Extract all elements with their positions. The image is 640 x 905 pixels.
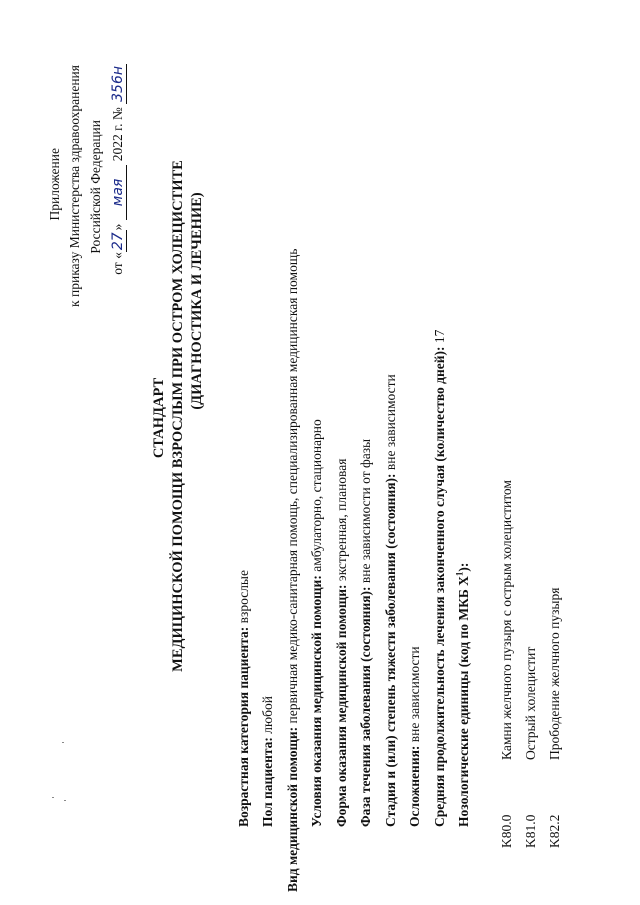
field-care-type: Вид медицинской помощи: первичная медико-санитарная помощь, специализированная медицинская помощь (285, 248, 300, 892)
field-age-category: Возрастная категория пациента: взрослые (236, 570, 251, 827)
date-month: мая (110, 165, 127, 221)
nosology-name: Прободение желчного пузыря (547, 587, 562, 760)
title-line-3: (ДИАГНОСТИКА И ЛЕЧЕНИЕ) (189, 192, 205, 410)
appendix-date-line (109, 64, 127, 364)
date-day: 27 (110, 232, 126, 251)
date-prefix: от « (110, 252, 125, 275)
appendix-line-2: к приказу Министерства здравоохранения (67, 65, 82, 307)
field-complications: Осложнения: вне зависимости (407, 646, 422, 827)
nosology-heading: Нозологические единицы (код по МКБ $X^1$): (454, 562, 471, 827)
appendix-line-3: Российской Федерации (88, 120, 103, 254)
order-number: 356н (110, 66, 126, 102)
field-treatment-duration: Средняя продолжительность лечения законченного случая (количество дней): 17 (432, 329, 447, 827)
title-line-1: СТАНДАРТ (151, 377, 167, 459)
scan-speck (64, 800, 66, 801)
nosology-code: K80.0 (499, 814, 514, 848)
field-care-conditions: Условия оказания медицинской помощи: амбулаторно, стационарно (309, 419, 324, 827)
date-mid: » (110, 223, 125, 231)
field-disease-phase: Фаза течения заболевания (состояния): вне зависимости от фазы (358, 438, 373, 827)
title-line-2: МЕДИЦИНСКОЙ ПОМОЩИ ВЗРОСЛЫМ ПРИ ОСТРОМ ХОЛЕЦИСТИТЕ (170, 160, 186, 672)
nosology-name: Острый холецистит (523, 646, 538, 760)
nosology-name: Камни желчного пузыря с острым холециститом (499, 480, 514, 760)
nosology-code: K82.2 (547, 814, 562, 848)
date-year: 2022 г. № (110, 107, 125, 162)
field-patient-sex: Пол пациента: любой (260, 696, 275, 827)
nosology-code: K81.0 (523, 814, 538, 848)
appendix-line-1: Приложение (47, 148, 62, 221)
scan-speck (62, 742, 64, 743)
field-care-form: Форма оказания медицинской помощи: экстренная, плановая (334, 458, 349, 827)
scan-speck (52, 797, 54, 798)
field-disease-stage: Стадия и (или) степень тяжести заболевания (состояния): вне зависимости (383, 374, 398, 827)
